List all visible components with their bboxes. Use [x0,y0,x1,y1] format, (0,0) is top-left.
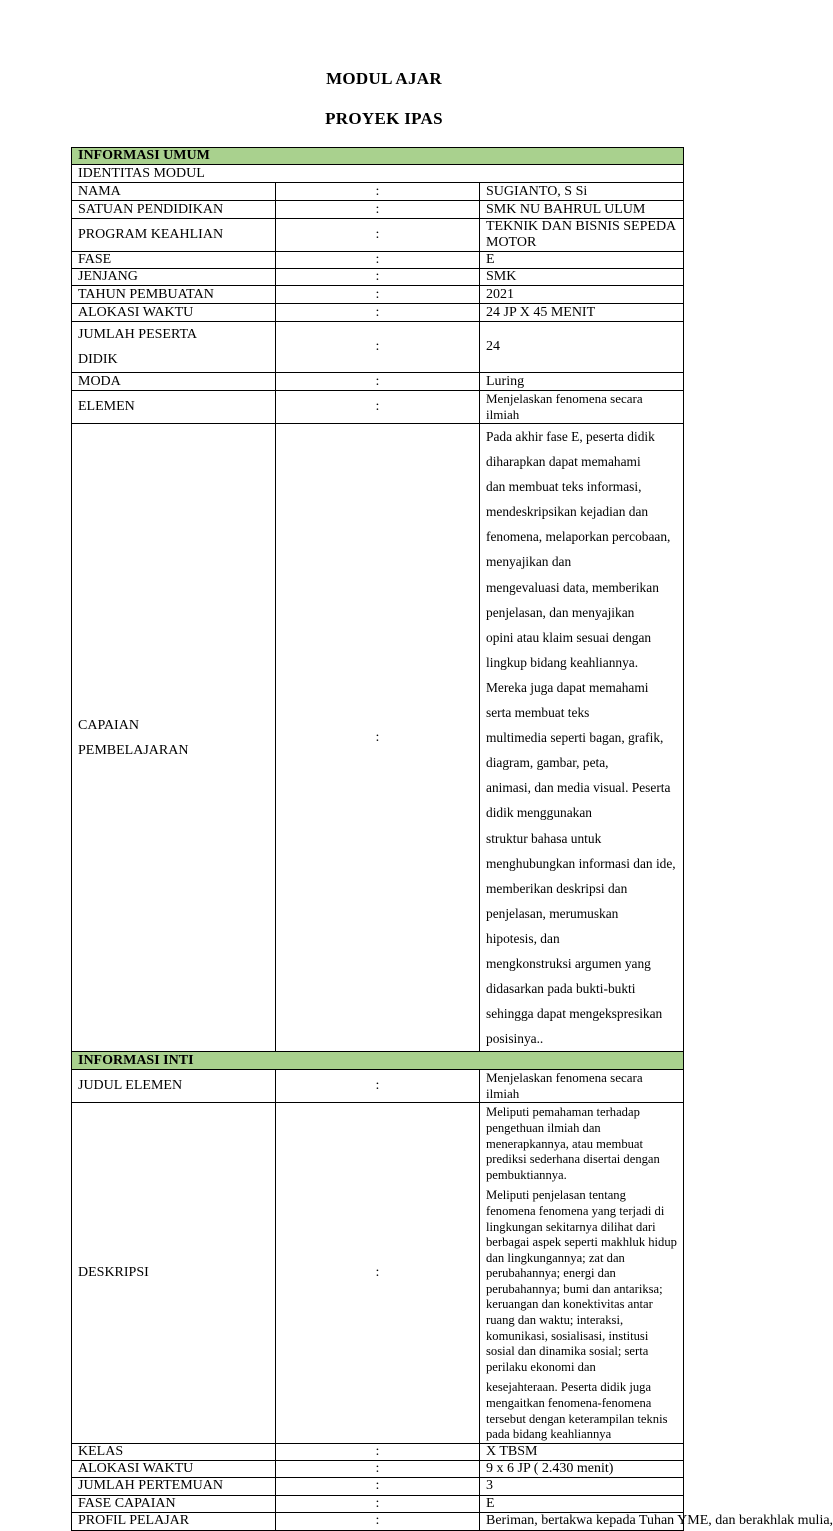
row-kelas [72,1443,684,1460]
label-capaian-pembelajaran [72,424,276,1052]
colon: : [276,1495,480,1512]
row-moda [72,373,684,391]
capaian-line: Pada akhir fase E, peserta didik diharapkan dapat memahami [486,429,655,470]
value-tahun-pembuatan: 2021 [480,286,684,304]
colon: : [276,201,480,219]
row-satuan [72,201,684,219]
value-moda: Luring [480,373,684,391]
section-informasi-umum: INFORMASI UMUM [72,148,684,165]
colon: : [276,424,480,1052]
label-tahun-pembuatan: TAHUN PEMBUATAN [72,286,276,304]
colon: : [276,304,480,322]
capaian-line: dan membuat teks informasi, mendeskripsikan kejadian dan [486,479,649,520]
value-kelas: X TBSM [480,1443,684,1460]
row-elemen [72,391,684,424]
colon: : [276,183,480,201]
label-line-2: DIDIK [78,352,118,367]
colon: : [276,252,480,269]
module-table [71,147,833,1531]
colon: : [276,269,480,286]
capaian-line: hipotesis, dan [486,930,560,946]
label-moda: MODA [72,373,276,391]
colon: : [276,1460,480,1477]
row-profil-pelajar [72,1512,684,1530]
label-judul-elemen: JUDUL ELEMEN [72,1070,276,1103]
colon: : [276,1103,480,1443]
label-line-2: PEMBELAJARAN [78,742,189,758]
label-jenjang: JENJANG [72,269,276,286]
label-line-1: JUMLAH PESERTA [78,327,197,342]
row-fase-capaian [72,1495,684,1512]
document-title: MODUL AJAR [326,69,442,88]
value-jenjang: SMK [480,269,684,286]
colon: : [276,391,480,424]
colon: : [276,219,480,252]
colon: : [276,1070,480,1103]
label-jumlah-pertemuan: JUMLAH PERTEMUAN [72,1477,276,1495]
capaian-line: mengevaluasi data, memberikan penjelasan, dan menyajikan [486,579,659,620]
document-subtitle: PROYEK IPAS [325,109,443,128]
row-deskripsi [72,1103,684,1443]
deskripsi-paragraph: kesejahteraan. Peserta didik juga mengaitkan fenomena-fenomena tersebut dengan keterampilan teknis pada bidang keahliannya [486,1380,668,1442]
value-jumlah-peserta-didik: 24 [480,322,684,373]
row-alokasi [72,304,684,322]
section-informasi-inti: INFORMASI INTI [72,1052,684,1070]
identitas-modul-header: IDENTITAS MODUL [72,165,684,183]
label-elemen: ELEMEN [72,391,276,424]
value-capaian-pembelajaran [480,424,684,1052]
row-pertemuan [72,1477,684,1495]
capaian-line: Mereka juga dapat memahami serta membuat teks [486,679,649,721]
label-profil-pelajar: PROFIL PELAJAR [72,1512,276,1530]
value-fase: E [480,252,684,269]
label-nama: NAMA [72,183,276,201]
value-jumlah-pertemuan: 3 [480,1477,684,1495]
value-elemen: Menjelaskan fenomena secara ilmiah [480,391,684,424]
label-kelas: KELAS [72,1443,276,1460]
row-fase [72,252,684,269]
row-capaian [72,424,684,1052]
row-jumlah-peserta [72,322,684,373]
label-fase-capaian: FASE CAPAIAN [72,1495,276,1512]
deskripsi-paragraph: Meliputi pemahaman terhadap pengethuan ilmiah dan menerapkannya, atau membuat prediksi sederhana disertai dengan pembuktiannya. [486,1105,660,1182]
value-satuan-pendidikan: SMK NU BAHRUL ULUM [480,201,684,219]
capaian-line: animasi, dan media visual. Peserta didik menggunakan [486,780,671,821]
colon: : [276,1477,480,1495]
label-alokasi-waktu: ALOKASI WAKTU [72,304,276,322]
colon: : [276,1512,480,1530]
value-fase-capaian: E [480,1495,684,1512]
capaian-line: memberikan deskripsi dan penjelasan, merumuskan [486,880,628,921]
colon: : [276,286,480,304]
label-satuan-pendidikan: SATUAN PENDIDIKAN [72,201,276,219]
capaian-line: opini atau klaim sesuai dengan lingkup bidang keahliannya. [486,629,652,670]
row-nama [72,183,684,201]
capaian-line: fenomena, melaporkan percobaan, menyajikan dan [486,529,671,570]
label-jumlah-peserta-didik [72,322,276,373]
value-judul-elemen: Menjelaskan fenomena secara ilmiah [480,1070,684,1103]
label-line-1: CAPAIAN [78,717,139,733]
row-tahun [72,286,684,304]
label-program-keahlian: PROGRAM KEAHLIAN [72,219,276,252]
deskripsi-paragraph: Meliputi penjelasan tentang fenomena fenomena yang terjadi di lingkungan sekitarnya dilihat dari berbagai aspek seperti makhluk hidup dan lingkungannya; zat dan perubahannya; energi dan perubahannya; bumi dan antariksa; keruangan dan konektivitas antar ruang dan waktu; interaksi, komunikasi, sosialisasi, institusi sosial dan dinamika sosial; serta perilaku ekonomi dan [486,1188,677,1374]
row-program [72,219,684,252]
row-alokasi-inti [72,1460,684,1477]
capaian-line: mengkonstruksi argumen yang didasarkan pada bukti-bukti [486,955,651,997]
label-alokasi-waktu-inti: ALOKASI WAKTU [72,1460,276,1477]
value-deskripsi [480,1103,684,1443]
colon: : [276,373,480,391]
capaian-line: struktur bahasa untuk menghubungkan informasi dan ide, [486,830,676,871]
label-fase: FASE [72,252,276,269]
value-profil-pelajar: Beriman, bertakwa kepada Tuhan YME, dan berakhlak mulia, [480,1512,684,1530]
colon: : [276,322,480,373]
capaian-line: sehingga dapat mengekspresikan posisinya.. [486,1006,663,1047]
value-nama: SUGIANTO, S Si [480,183,684,201]
value-alokasi-waktu-inti: 9 x 6 JP ( 2.430 menit) [480,1460,684,1477]
value-program-keahlian: TEKNIK DAN BISNIS SEPEDA MOTOR [480,219,684,252]
label-deskripsi: DESKRIPSI [72,1103,276,1443]
colon: : [276,1443,480,1460]
row-judul-elemen [72,1070,684,1103]
row-jenjang [72,269,684,286]
value-alokasi-waktu: 24 JP X 45 MENIT [480,304,684,322]
capaian-line: multimedia seperti bagan, grafik, diagram, gambar, peta, [486,730,664,771]
